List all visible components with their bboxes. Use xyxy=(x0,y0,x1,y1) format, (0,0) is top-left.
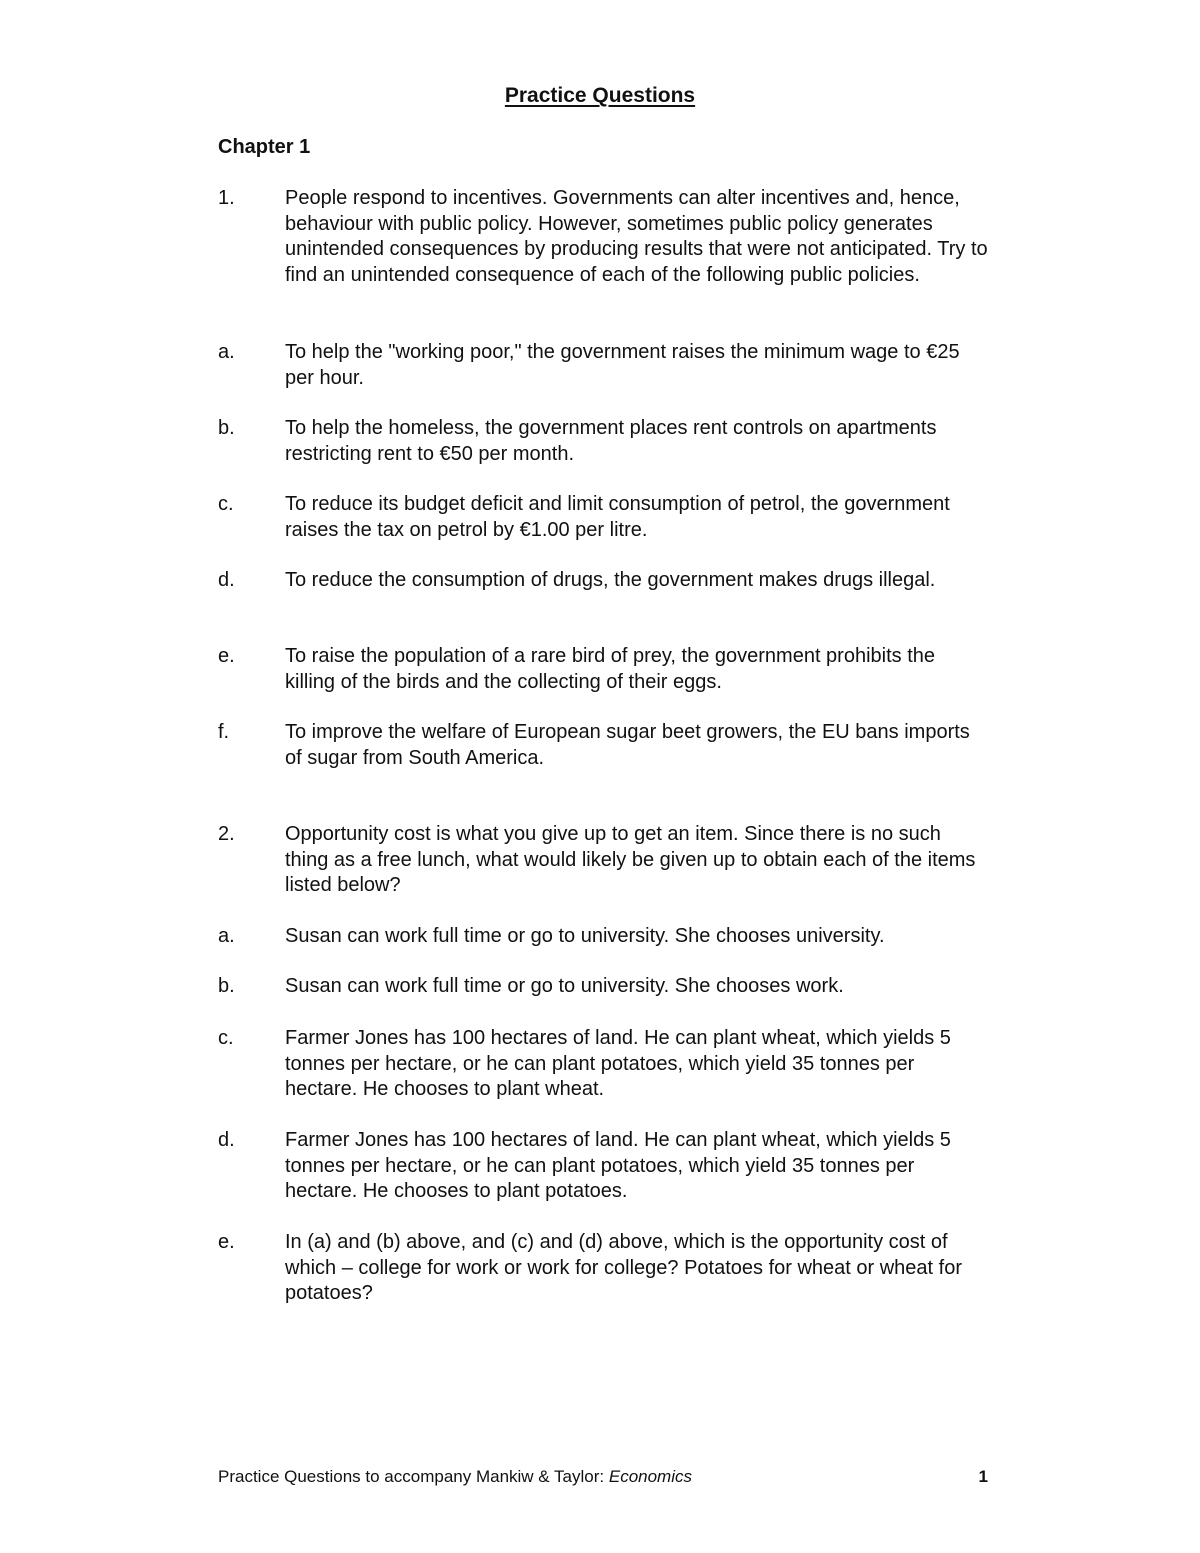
question-2-part-b xyxy=(218,974,988,1000)
question-1-part-d xyxy=(218,568,988,594)
part-text: To reduce the consumption of drugs, the government makes drugs illegal. xyxy=(285,569,936,591)
page-number: 1 xyxy=(978,1467,988,1486)
question-1-part-a xyxy=(218,340,988,391)
part-label: a. xyxy=(218,925,235,947)
question-2-part-d xyxy=(218,1128,988,1205)
part-text: To help the "working poor," the government raises the minimum wage to €25 per hour. xyxy=(285,341,960,389)
part-text: To help the homeless, the government places rent controls on apartments restricting rent to €50 per month. xyxy=(285,417,937,465)
part-label: e. xyxy=(218,645,235,667)
part-text: Farmer Jones has 100 hectares of land. He can plant wheat, which yields 5 tonnes per hectare, or he can plant potatoes, which yield 35 tonnes per hectare. He chooses to plant wheat. xyxy=(285,1027,951,1100)
part-text: To reduce its budget deficit and limit consumption of petrol, the government raises the tax on petrol by €1.00 per litre. xyxy=(285,493,950,541)
question-2-part-c xyxy=(218,1026,988,1103)
part-label: d. xyxy=(218,1129,235,1151)
question-2-part-e xyxy=(218,1230,988,1307)
chapter-heading: Chapter 1 xyxy=(218,136,311,158)
part-text: Susan can work full time or go to university. She chooses work. xyxy=(285,975,844,997)
page-footer xyxy=(218,1467,988,1487)
question-text: Opportunity cost is what you give up to get an item. Since there is no such thing as a free lunch, what would likely be given up to obtain each of the items listed below? xyxy=(285,823,981,896)
question-1-part-f xyxy=(218,720,988,771)
question-2 xyxy=(218,822,988,899)
question-1-part-c xyxy=(218,492,988,543)
question-1-part-b xyxy=(218,416,988,467)
part-text: To improve the welfare of European sugar beet growers, the EU bans imports of sugar from South America. xyxy=(285,721,970,769)
part-label: f. xyxy=(218,721,230,743)
part-text: To raise the population of a rare bird of prey, the government prohibits the killing of the birds and the collecting of their eggs. xyxy=(285,645,936,693)
question-number: 1. xyxy=(218,187,235,209)
question-text: People respond to incentives. Governments can alter incentives and, hence, behaviour with public policy. However, sometimes public policy generates unintended consequences by producing results that were not anticipated. Try to find an unintended consequence of each of the following public policies. xyxy=(285,187,988,286)
part-label: b. xyxy=(218,975,235,997)
question-number: 2. xyxy=(218,823,235,845)
part-label: b. xyxy=(218,417,235,439)
footer-text: Practice Questions to accompany Mankiw & Taylor: xyxy=(218,1467,609,1486)
question-1 xyxy=(218,186,988,288)
page-title: Practice Questions xyxy=(504,84,696,107)
footer-book-title: Economics xyxy=(608,1467,692,1486)
part-text: Farmer Jones has 100 hectares of land. He can plant wheat, which yields 5 tonnes per hectare, or he can plant potatoes, which yield 35 tonnes per hectare. He chooses to plant potatoes. xyxy=(285,1129,951,1202)
part-text: In (a) and (b) above, and (c) and (d) above, which is the opportunity cost of which – college for work or work for college? Potatoes for wheat or wheat for potatoes? xyxy=(285,1231,962,1304)
question-2-part-a xyxy=(218,924,988,950)
part-text: Susan can work full time or go to university. She chooses university. xyxy=(285,925,885,947)
part-label: a. xyxy=(218,341,235,363)
question-1-part-e xyxy=(218,644,988,695)
part-label: c. xyxy=(218,493,234,515)
part-label: c. xyxy=(218,1027,234,1049)
part-label: e. xyxy=(218,1231,235,1253)
part-label: d. xyxy=(218,569,235,591)
